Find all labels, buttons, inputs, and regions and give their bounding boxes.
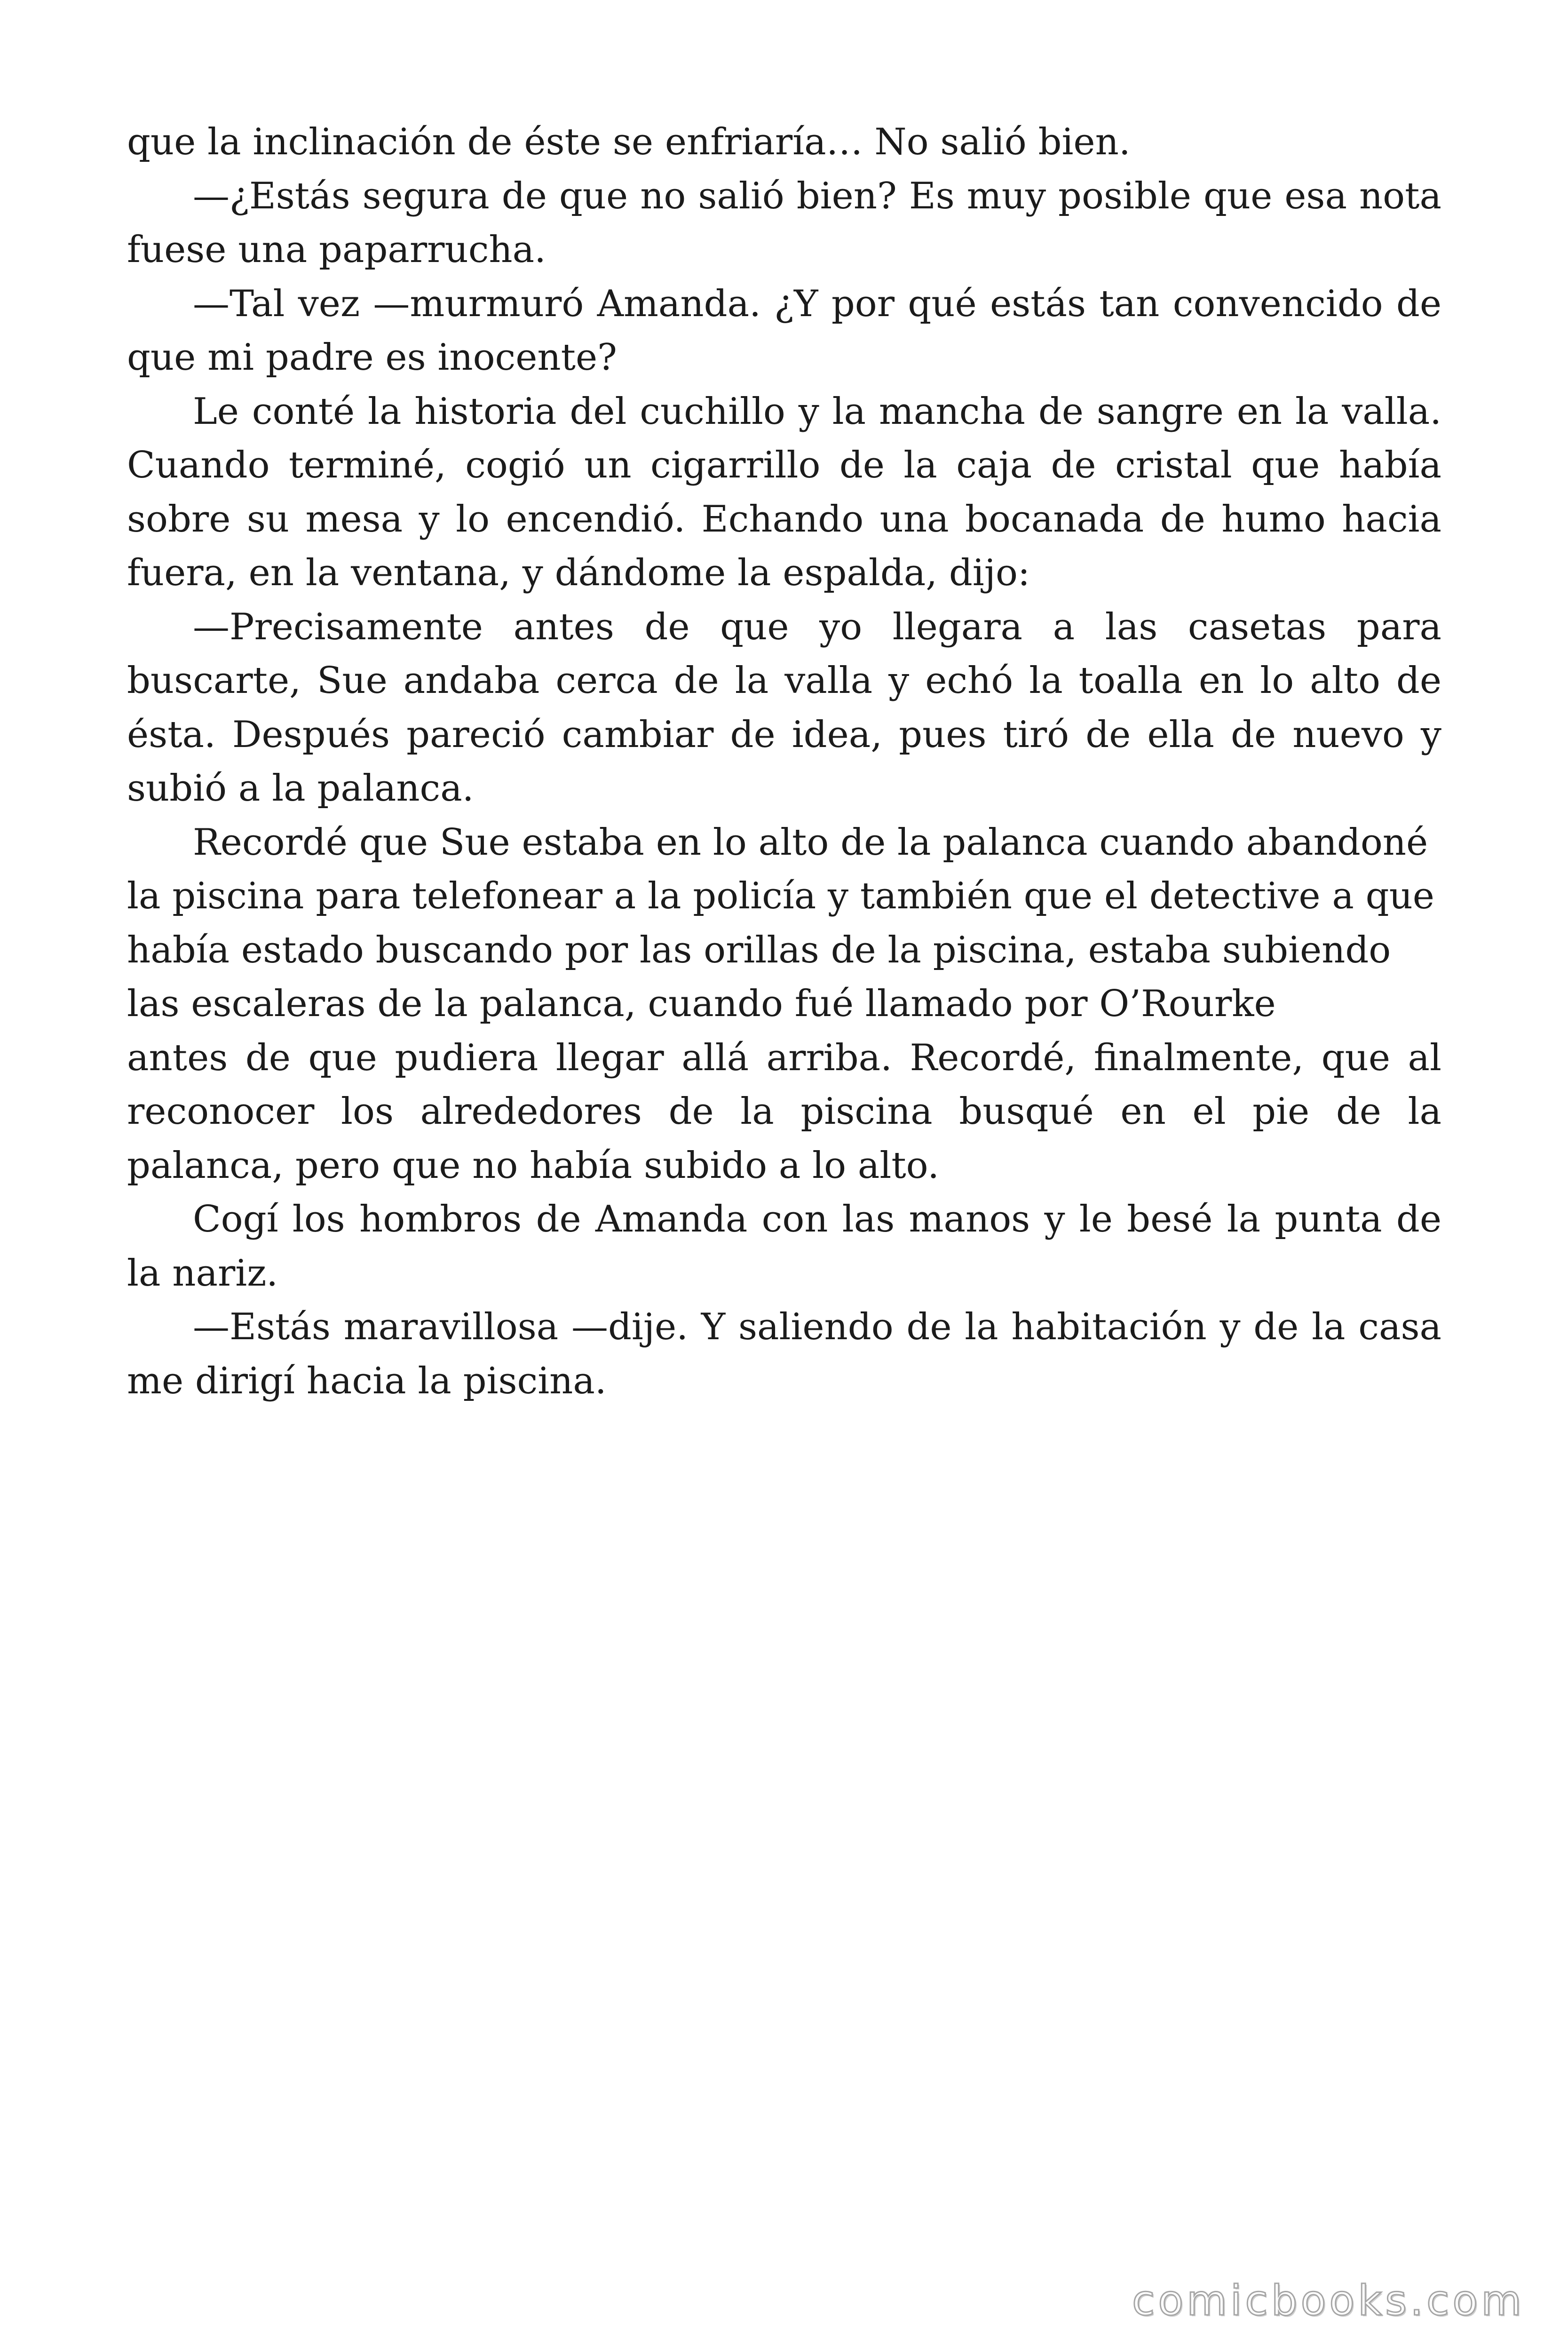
paragraph: —Estás maravillosa —dije. Y saliendo de la habitación y de la casa me dirigí hacia la piscina.	[127, 1306, 1441, 1402]
paragraph: antes de que pudiera llegar allá arriba. Recordé, finalmente, que al reconocer los alrededores de la piscina busqué en el pie de la palanca, pero que no había subido a lo alto.	[127, 1036, 1441, 1187]
paragraph: —Tal vez —murmuró Amanda. ¿Y por qué estás tan convencido de que mi padre es inocente?	[127, 282, 1441, 379]
paragraph: Cogí los hombros de Amanda con las manos y le besé la punta de la nariz.	[127, 1198, 1441, 1295]
paragraph: —Precisamente antes de que yo llegara a las casetas para buscarte, Sue andaba cerca de la valla y echó la toalla en lo alto de ésta. Después pareció cambiar de idea, pues tiró de ella de nuevo y subió a la palanca.	[127, 605, 1441, 810]
paragraph: Le conté la historia del cuchillo y la mancha de sangre en la valla. Cuando terminé, cogió un cigarrillo de la caja de cristal que había sobre su mesa y lo encendió. Echando una bocanada de humo hacia fuera, en la ventana, y dándome la espalda, dijo:	[127, 390, 1441, 594]
paragraph: —¿Estás segura de que no salió bien? Es muy posible que esa nota fuese una paparrucha.	[127, 175, 1441, 271]
site-watermark: comicbooks.com	[1132, 2276, 1525, 2325]
paragraph: Recordé que Sue estaba en lo alto de la palanca cuando abandoné la piscina para telefonear a la policía y también que el detective a que había estado buscando por las orillas de la piscina, estaba subiendo las escaleras de la palanca, cuando fué llamado por O’Rourke	[127, 821, 1434, 1025]
paragraph: que la inclinación de éste se enfriaría… No salió bien.	[127, 121, 1131, 163]
body-text	[127, 115, 1441, 1408]
